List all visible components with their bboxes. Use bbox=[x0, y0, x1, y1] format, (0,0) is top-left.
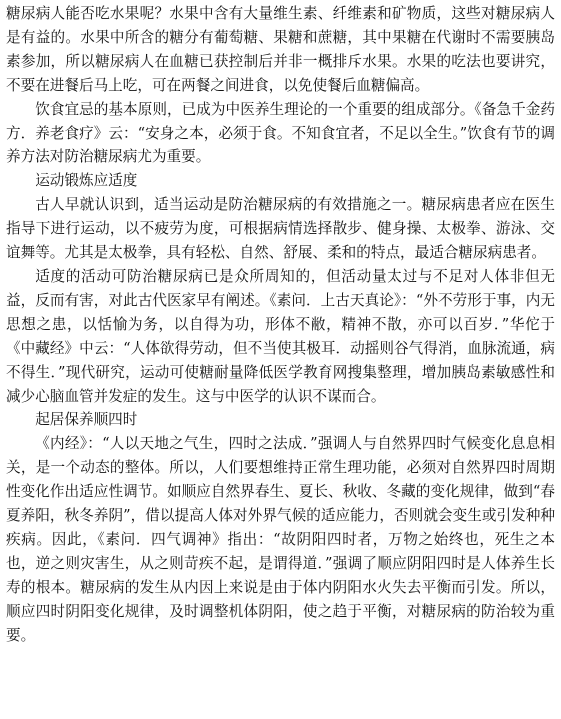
paragraph-exercise-intro: 古人早就认识到，适当运动是防治糖尿病的有效措施之一。糖尿病患者应在医生指导下进行运动，以不疲劳为度，可根据病情选择散步、健身操、太极拳、游泳、交谊舞等。尤其是太极拳，具有轻松、自然、舒展、柔和的特点，最适合糖尿病患者。 bbox=[6, 196, 555, 262]
paragraph-diet-principles: 饮食宜忌的基本原则，已成为中医养生理论的一个重要的组成部分。《备急千金药方．养老食疗》云：“安身之本，必须于食。不知食宜者，不足以全生。”饮食有节的调养方法对防治糖尿病尤为重要。 bbox=[6, 100, 555, 166]
paragraph-fruit: 糖尿病人能否吃水果呢？水果中含有大量维生素、纤维素和矿物质，这些对糖尿病人是有益的。水果中所含的糖分有葡萄糖、果糖和蔗糖，其中果糖在代谢时不需要胰岛素参加，所以糖尿病人在血糖已获控制后并非一概排斥水果。水果的吃法也要讲究，不要在进餐后马上吃，可在两餐之间进食，以免使餐后血糖偏高。 bbox=[6, 5, 555, 94]
paragraph-exercise-detail: 适度的活动可防治糖尿病已是众所周知的，但活动量太过与不足对人体非但无益，反而有害，对此古代医家早有阐述。《素问．上古天真论》：“外不劳形于事，内无思想之患，以恬愉为务，以自得为功，形体不敝，精神不散，亦可以百岁．”华佗于《中藏经》中云：“人体欲得劳动，但不当使其极耳．动摇则谷气得消，血脉流通，病不得生．”现代研究，运动可使糖耐量降低医学教育网搜集整理，增加胰岛素敏感性和减少心脑血管并发症的发生。这与中医学的认识不谋而合。 bbox=[6, 267, 555, 405]
paragraph-four-seasons: 《内经》：“人以天地之气生，四时之法成．”强调人与自然界四时气候变化息息相关，是一个动态的整体。所以，人们要想维持正常生理功能，必须对自然界四时周期性变化作出适应性调节。如顺应自然界春生、夏长、秋收、冬藏的变化规律，做到“春夏养阳，秋冬养阴”，借以提高人体对外界气候的适应能力，否则就会变生或引发种种疾病。因此，《素问．四气调神》指出：“故阴阳四时者，万物之始终也，死生之本也，逆之则灾害生，从之则苛疾不起，是谓得道．”强调了顺应阴阳四时是人体养生长寿的根本。糖尿病的发生从内因上来说是由于体内阴阳水火失去平衡而引发。所以，顺应四时阴阳变化规律，及时调整机体阴阳，使之趋于平衡，对糖尿病的防治较为重要。 bbox=[6, 435, 555, 644]
heading-daily-life: 起居保养顺四时 bbox=[35, 411, 138, 429]
heading-exercise: 运动锻炼应适度 bbox=[35, 172, 138, 190]
